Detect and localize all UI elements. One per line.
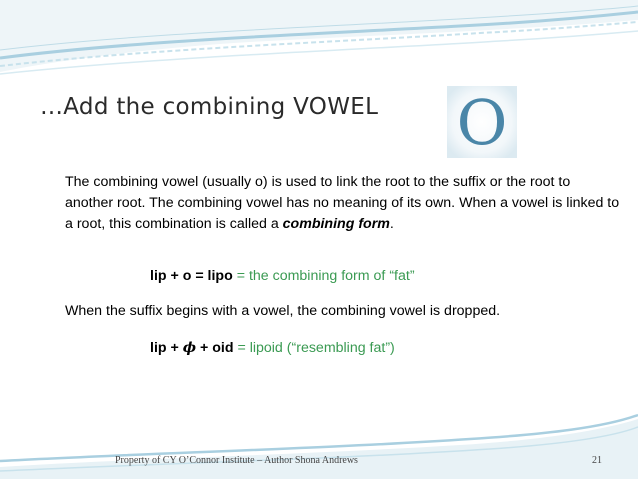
combining-vowel-paragraph (65, 172, 620, 235)
top-wave-decoration (0, 0, 638, 90)
bottom-wave-decoration (0, 405, 638, 479)
example-lipo (150, 266, 415, 287)
example1-formula: lip + o = lipo (150, 268, 233, 284)
icon-letter: O (456, 86, 508, 158)
page-number: 21 (592, 455, 602, 466)
paragraph1-end: . (389, 216, 394, 232)
footer-credit: Property of CY O’Connor Institute – Author Shona Andrews (115, 455, 358, 466)
paragraph1-text: The combining vowel (usually o) is used to link the root to the suffix or the root to another root. The combining vowel has no meaning of its own. When a vowel is linked to a root, this combination is called a (65, 174, 620, 232)
phi-symbol: ϕ (182, 340, 197, 356)
example2-explanation: = lipoid (“resembling fat”) (233, 340, 395, 356)
example2-part1: lip + (150, 340, 183, 356)
vowel-dropped-paragraph: When the suffix begins with a vowel, the combining vowel is dropped. (65, 303, 501, 319)
example2-part2: + oid (196, 340, 234, 356)
letter-o-icon (447, 86, 517, 158)
combining-form-term: combining form (282, 216, 390, 232)
example1-explanation: = the combining form of “fat” (232, 268, 415, 284)
example-lipoid (150, 338, 395, 359)
slide-title: …Add the combining VOWEL (40, 94, 379, 120)
